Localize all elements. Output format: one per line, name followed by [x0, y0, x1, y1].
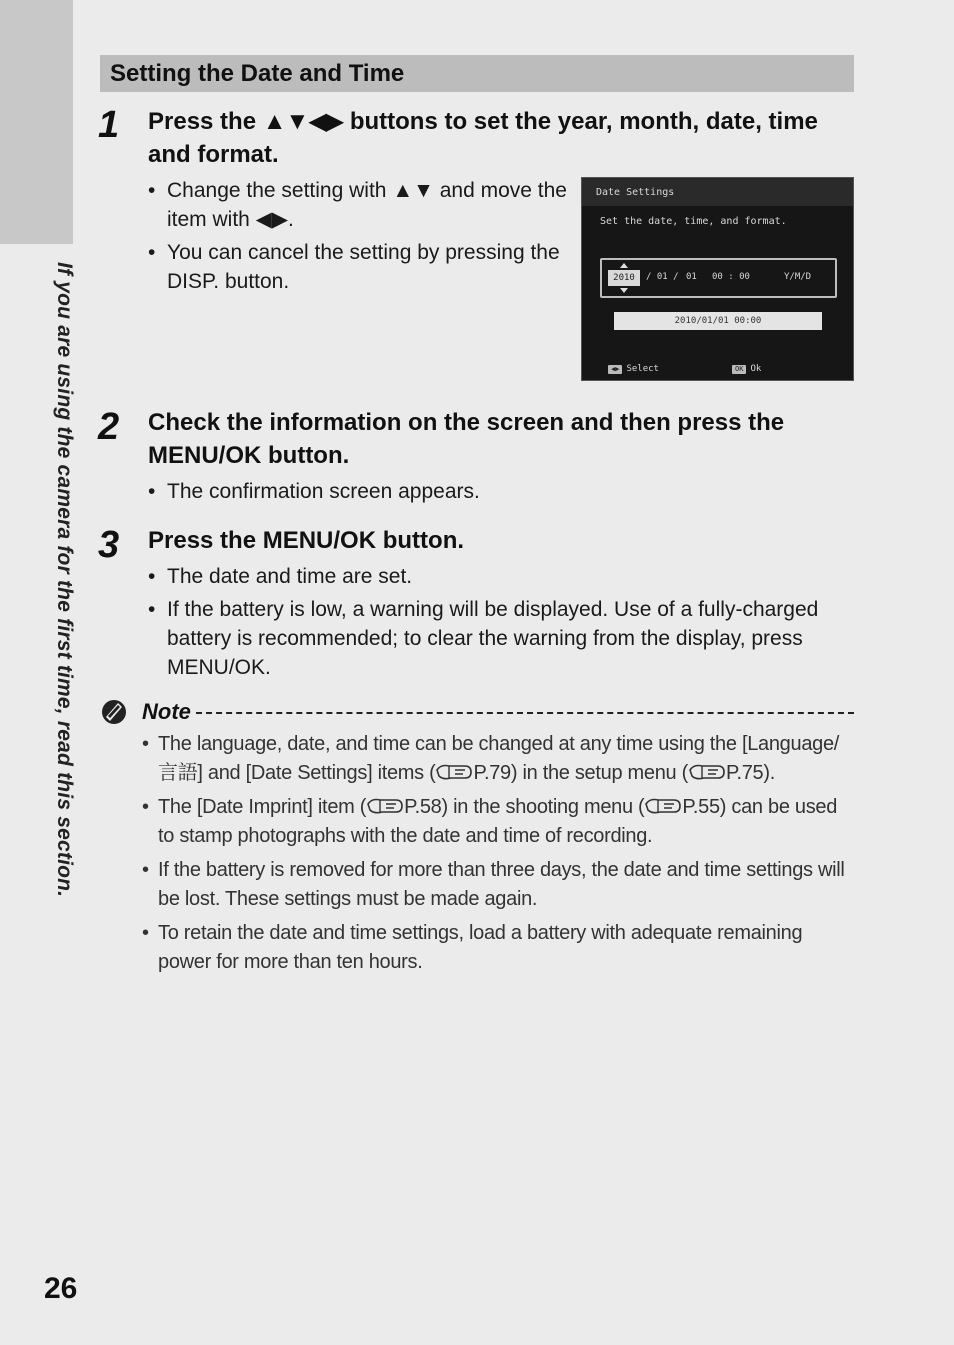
arrow-buttons-icon: ▲▼◀▶	[262, 108, 344, 135]
list-item: • You can cancel the setting by pressing the DISP. button.	[148, 238, 568, 296]
step-number-2: 2	[98, 406, 120, 448]
note-list	[142, 730, 858, 982]
footer-select: ◀▶ Select	[608, 364, 659, 374]
step-number-1: 1	[98, 104, 120, 146]
day-field: 01	[686, 272, 697, 282]
side-tab	[0, 0, 73, 244]
list-item: • If the battery is removed for more than three days, the date and time settings will be lost. These settings must be made again.	[142, 856, 858, 914]
footer-ok: OK Ok	[732, 364, 761, 374]
list-item: • The date and time are set.	[148, 562, 828, 591]
page-reference-icon	[435, 762, 473, 782]
step-1-bullets	[148, 176, 568, 300]
date-preview: 2010/01/01 00:00	[614, 312, 822, 330]
list-item: • The [Date Imprint] item ( P.58) in the shooting menu ( P.55) can be used to stamp photographs with the date and time of recording.	[142, 793, 858, 851]
step-number-3: 3	[98, 524, 120, 566]
section-title: Setting the Date and Time	[100, 55, 854, 92]
step-title-1: Press the ▲▼◀▶ buttons to set the year, month, date, time and format.	[148, 105, 858, 171]
time-field: 00 : 00	[712, 272, 750, 282]
step-2-bullets	[148, 477, 848, 510]
left-right-arrows-icon: ◀▶	[255, 208, 288, 231]
left-right-key-icon: ◀▶	[608, 365, 622, 374]
list-item: • The language, date, and time can be changed at any time using the [Language/ 言語] and [Date Settings] items ( P.79) in the setup menu ( P.75).	[142, 730, 858, 788]
note-pencil-icon	[100, 697, 128, 725]
note-title: Note	[142, 699, 191, 724]
list-item: • To retain the date and time settings, load a battery with adequate remaining power for more than ten hours.	[142, 919, 858, 977]
up-down-arrows-icon: ▲▼	[392, 179, 434, 202]
list-item: • Change the setting with ▲▼ and move the item with ◀▶.	[148, 176, 568, 234]
date-fields-box	[600, 258, 837, 298]
format-field: Y/M/D	[784, 272, 812, 282]
step-title-2: Check the information on the screen and then press the MENU/OK button.	[148, 409, 785, 469]
page-number: 26	[44, 1272, 78, 1305]
list-item: • If the battery is low, a warning will be displayed. Use of a fully-charged battery is recommended; to clear the warning from the display, press MENU/OK.	[148, 595, 828, 682]
side-caption: If you are using the camera for the first time, read this section.	[53, 262, 76, 898]
arrow-down-icon	[620, 288, 628, 293]
step-3-bullets	[148, 562, 828, 686]
note-divider	[196, 712, 854, 714]
screen-prompt: Set the date, time, and format.	[600, 216, 787, 227]
page-reference-icon	[366, 796, 404, 816]
year-field: 2010	[608, 270, 640, 286]
page-reference-icon	[688, 762, 726, 782]
step-title-3: Press the MENU/OK button.	[148, 527, 465, 554]
month-field: / 01 /	[646, 272, 679, 282]
list-item: • The confirmation screen appears.	[148, 477, 848, 506]
screen-title: Date Settings	[582, 178, 853, 206]
page-reference-icon	[644, 796, 682, 816]
camera-date-settings-screen	[581, 177, 854, 381]
arrow-up-icon	[620, 263, 628, 268]
ok-key-icon: OK	[732, 365, 746, 374]
